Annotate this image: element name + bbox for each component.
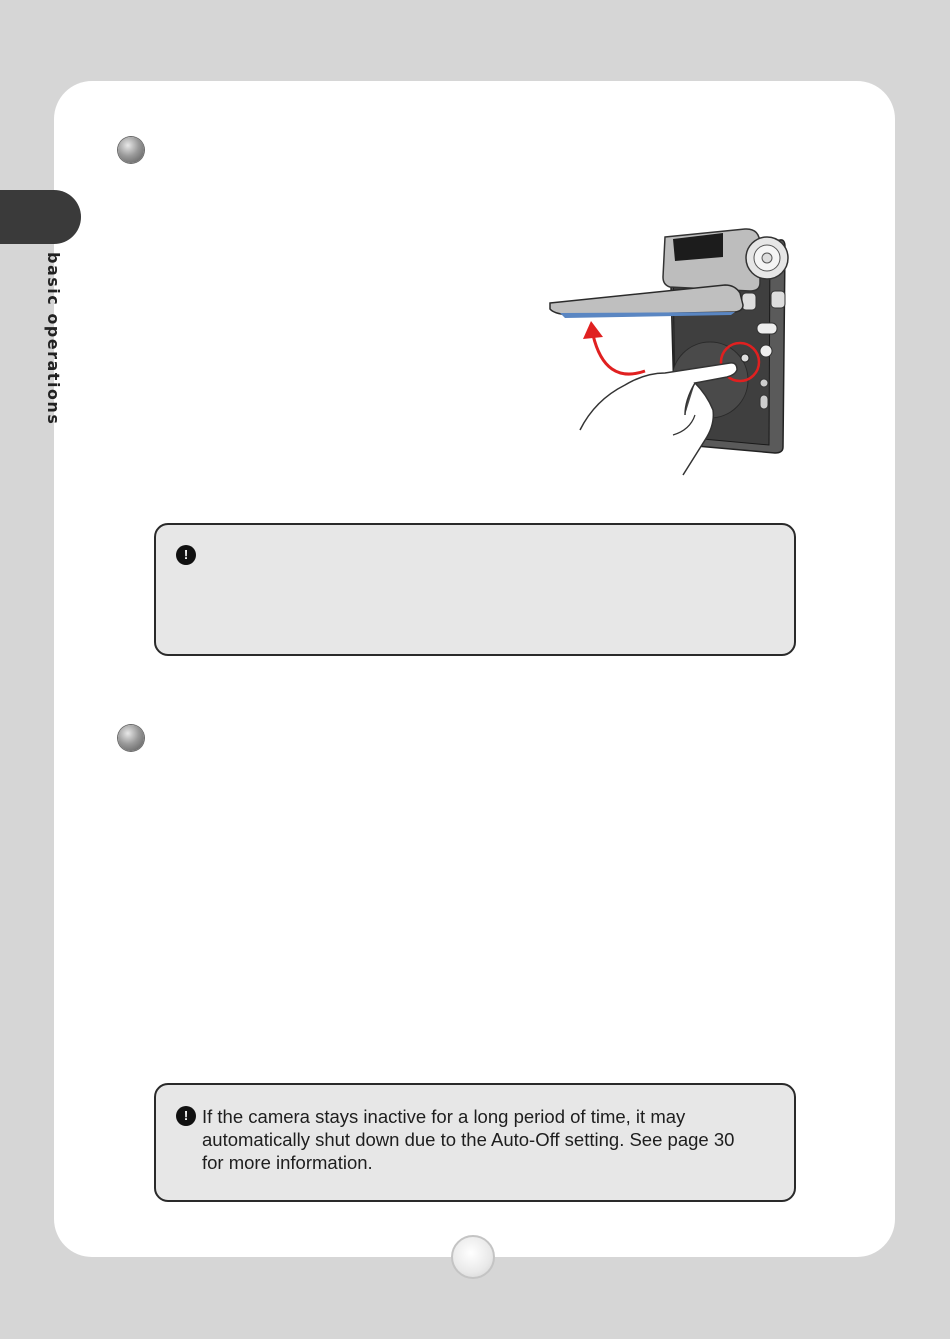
note-line-1: If the camera stays inactive for a long period of time, it may [202,1106,686,1127]
note-box-top [154,523,796,656]
camera-lcd-opening-illustration [545,225,795,480]
section-bullet-icon-2 [118,725,144,751]
section-label: basic operations [44,252,63,426]
note-box-bottom [154,1083,796,1202]
section-tab [0,190,81,244]
page-number-badge [451,1235,495,1279]
note-line-2: automatically shut down due to the Auto-Off setting. See page 30 [202,1129,735,1150]
note-line-3: for more information. [202,1152,373,1173]
exclamation-icon: ! [176,1106,196,1126]
exclamation-icon: ! [176,545,196,565]
section-bullet-icon [118,137,144,163]
